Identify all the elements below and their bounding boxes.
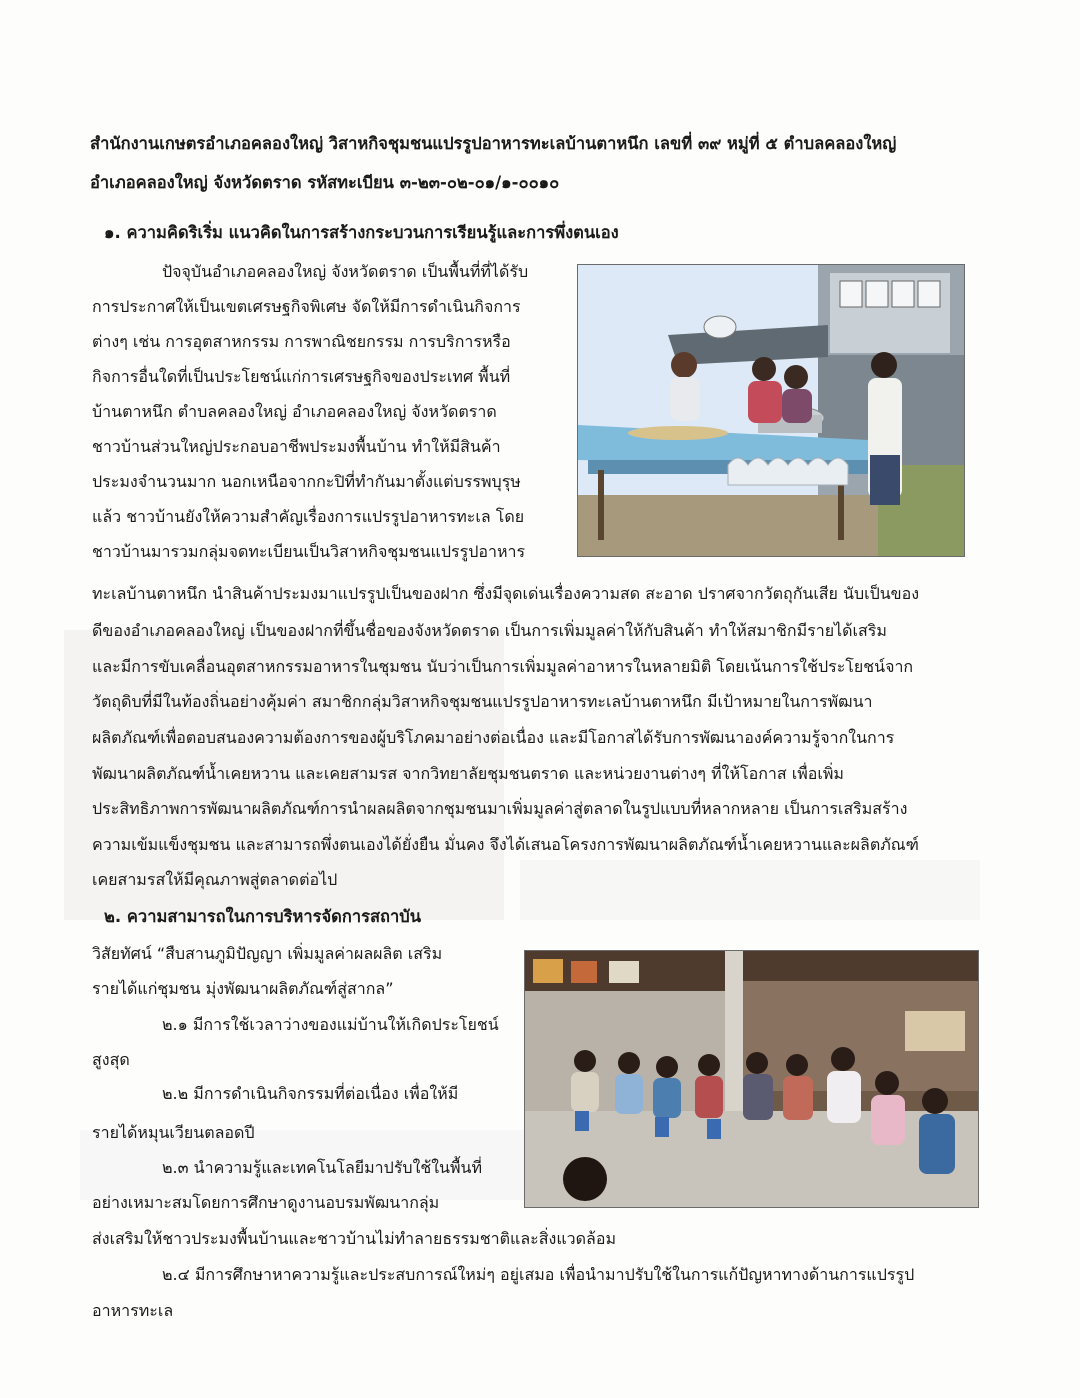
paragraph-line: อาหารทะเล [92, 1301, 174, 1320]
paragraph-line: ส่งเสริมให้ชาวประมงพื้นบ้านและชาวบ้านไม่ทำลายธรรมชาติและสิ่งแวดล้อม [92, 1229, 616, 1248]
paragraph-line: ๒.๓ นำความรู้และเทคโนโลยีมาปรับใช้ในพื้นที่ [162, 1158, 483, 1177]
paragraph-line: ปัจจุบันอำเภอคลองใหญ่ จังหวัดตราด เป็นพื้นที่ที่ได้รับ [162, 262, 529, 281]
photo-seafood-processing-image [578, 265, 964, 556]
paragraph-line: เคยสามรสให้มีคุณภาพสู่ตลาดต่อไป [92, 870, 338, 889]
paragraph-line: รายได้หมุนเวียนตลอดปี [92, 1123, 255, 1142]
paragraph-line: กิจการอื่นใดที่เป็นประโยชน์แก่การเศรษฐกิจของประเทศ พื้นที่ [92, 367, 511, 386]
paragraph-line: แล้ว ชาวบ้านยังให้ความสำคัญเรื่องการแปรรูปอาหารทะเล โดย [92, 507, 525, 526]
paragraph-line: ดีของอำเภอคลองใหญ่ เป็นของฝากที่ขึ้นชื่อของจังหวัดตราด เป็นการเพิ่มมูลค่าให้กับสินค้า ทำให้สมาชิกมีรายได้เสริม [92, 621, 887, 640]
paragraph-line: ชาวบ้านส่วนใหญ่ประกอบอาชีพประมงพื้นบ้าน ทำให้มีสินค้า [92, 437, 501, 456]
paragraph-line: วิสัยทัศน์ “สืบสานภูมิปัญญา เพิ่มมูลค่าผลผลิต เสริม [92, 944, 443, 963]
section-1-heading: ๑. ความคิดริเริ่ม แนวคิดในการสร้างกระบวนการเรียนรู้และการพึ่งตนเอง [104, 223, 619, 242]
paragraph-line: ๒.๑ มีการใช้เวลาว่างของแม่บ้านให้เกิดประโยชน์ [162, 1015, 499, 1034]
paragraph-line: การประกาศให้เป็นเขตเศรษฐกิจพิเศษ จัดให้มีการดำเนินกิจการ [92, 297, 521, 316]
paragraph-line: ๒.๒ มีการดำเนินกิจกรรมที่ต่อเนื่อง เพื่อให้มี [162, 1084, 459, 1103]
paragraph-line: รายได้แก่ชุมชน มุ่งพัฒนาผลิตภัณฑ์สู่สากล” [92, 979, 394, 998]
paragraph-line: วัตถุดิบที่มีในท้องถิ่นอย่างคุ้มค่า สมาชิกกลุ่มวิสาหกิจชุมชนแปรรูปอาหารทะเลบ้านตาหนึก มีเป้าหมายในการพัฒนา [92, 692, 873, 711]
paragraph-line: ชาวบ้านมารวมกลุ่มจดทะเบียนเป็นวิสาหกิจชุมชนแปรรูปอาหาร [92, 542, 526, 561]
paragraph-line: ประมงจำนวนมาก นอกเหนือจากกะปิที่ทำกันมาตั้งแต่บรรพบุรุษ [92, 472, 521, 491]
paragraph-line: พัฒนาผลิตภัณฑ์น้ำเคยหวาน และเคยสามรส จากวิทยาลัยชุมชนตราด และหน่วยงานต่างๆ ที่ให้โอกาส เพื่อเพิ่ม [92, 764, 844, 783]
paragraph-line: อย่างเหมาะสมโดยการศึกษาดูงานอบรมพัฒนากลุ่ม [92, 1193, 440, 1212]
paragraph-line: ความเข้มแข็งชุมชน และสามารถพึ่งตนเองได้ยั่งยืน มั่นคง จึงได้เสนอโครงการพัฒนาผลิตภัณฑ์น้ำเคยหวานและผลิตภัณฑ์ [92, 835, 919, 854]
paragraph-line: ผลิตภัณฑ์เพื่อตอบสนองความต้องการของผู้บริโภคมาอย่างต่อเนื่อง และมีโอกาสได้รับการพัฒนาองค์ความรู้จากในการ [92, 728, 895, 747]
paragraph-line: ประสิทธิภาพการพัฒนาผลิตภัณฑ์การนำผลผลิตจากชุมชนมาเพิ่มมูลค่าสู่ตลาดในรูปแบบที่หลากหลาย เป็นการเสริมสร้าง [92, 799, 908, 818]
paragraph-line: ทะเลบ้านตาหนึก นำสินค้าประมงมาแปรรูปเป็นของฝาก ซึ่งมีจุดเด่นเรื่องความสด สะอาด ปราศจากวัตถุกันเสีย นับเป็นของ [92, 584, 920, 603]
header-line-1: สำนักงานเกษตรอำเภอคลองใหญ่ วิสาหกิจชุมชนแปรรูปอาหารทะเลบ้านตาหนึก เลขที่ ๓๙ หมู่ที่ ๕ ตำบลคลองใหญ่ [90, 134, 897, 153]
photo-community-meeting [524, 950, 979, 1208]
section-2-heading: ๒. ความสามารถในการบริหารจัดการสถาบัน [104, 907, 422, 926]
header-line-2: อำเภอคลองใหญ่ จังหวัดตราด รหัสทะเบียน ๓-๒๓-๐๒-๐๑/๑-๐๐๑๐ [90, 173, 560, 192]
paragraph-line: บ้านตาหนึก ตำบลคลองใหญ่ อำเภอคลองใหญ่ จังหวัดตราด [92, 402, 497, 421]
paragraph-line: ๒.๔ มีการศึกษาหาความรู้และประสบการณ์ใหม่ๆ อยู่เสมอ เพื่อนำมาปรับใช้ในการแก้ปัญหาทางด้านการแปรรูป [162, 1265, 915, 1284]
paragraph-line: และมีการขับเคลื่อนอุตสาหกรรมอาหารในชุมชน นับว่าเป็นการเพิ่มมูลค่าอาหารในหลายมิติ โดยเน้นการใช้ประโยชน์จาก [92, 657, 914, 676]
paragraph-line: ต่างๆ เช่น การอุตสาหกรรม การพาณิชยกรรม การบริการหรือ [92, 332, 511, 351]
bleed-through-shadow [520, 860, 980, 920]
photo-seafood-processing [577, 264, 965, 557]
photo-community-meeting-image [525, 951, 978, 1207]
paragraph-line: สูงสุด [92, 1050, 130, 1069]
